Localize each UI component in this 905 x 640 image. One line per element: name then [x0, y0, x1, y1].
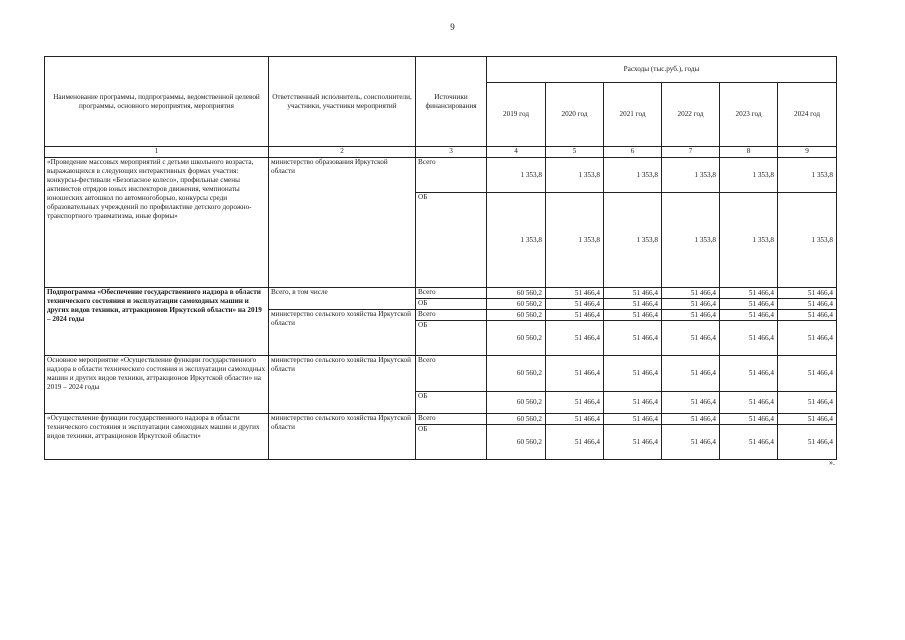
expenses-table	[44, 56, 837, 460]
amount-cell: 60 560,2	[487, 288, 546, 299]
column-number: 6	[604, 147, 662, 158]
amount-cell: 60 560,2	[487, 356, 546, 392]
header-year: 2019 год	[487, 83, 546, 147]
amount-cell: 51 466,4	[662, 425, 720, 460]
amount-cell: 1 353,8	[720, 158, 778, 193]
header-year: 2024 год	[778, 83, 837, 147]
column-number: 8	[720, 147, 778, 158]
amount-cell: 60 560,2	[487, 392, 546, 414]
amount-cell: 1 353,8	[720, 193, 778, 288]
amount-cell: 51 466,4	[662, 392, 720, 414]
source-label: Всего	[416, 288, 487, 299]
header-name: Наименование программы, подпрограммы, ведомственной целевой программы, основного мероприятия, мероприятия	[45, 57, 269, 147]
amount-cell: 51 466,4	[604, 321, 662, 356]
amount-cell: 51 466,4	[604, 310, 662, 321]
amount-cell: 51 466,4	[662, 321, 720, 356]
amount-cell: 51 466,4	[546, 288, 604, 299]
closing-quote-mark: ».	[829, 458, 835, 467]
amount-cell: 51 466,4	[720, 310, 778, 321]
row-executor: Всего, в том числе	[269, 288, 416, 310]
source-label: ОБ	[416, 299, 487, 310]
amount-cell: 51 466,4	[720, 356, 778, 392]
amount-cell: 1 353,8	[662, 158, 720, 193]
column-number: 4	[487, 147, 546, 158]
amount-cell: 60 560,2	[487, 425, 546, 460]
column-number: 9	[778, 147, 837, 158]
source-label: Всего	[416, 414, 487, 425]
amount-cell: 51 466,4	[720, 392, 778, 414]
amount-cell: 51 466,4	[662, 288, 720, 299]
amount-cell: 51 466,4	[778, 356, 837, 392]
amount-cell: 51 466,4	[662, 299, 720, 310]
source-label: ОБ	[416, 193, 487, 288]
amount-cell: 51 466,4	[720, 321, 778, 356]
amount-cell: 60 560,2	[487, 299, 546, 310]
source-label: ОБ	[416, 392, 487, 414]
amount-cell: 51 466,4	[546, 310, 604, 321]
amount-cell: 51 466,4	[604, 425, 662, 460]
source-label: Всего	[416, 356, 487, 392]
amount-cell: 51 466,4	[604, 356, 662, 392]
column-number: 7	[662, 147, 720, 158]
amount-cell: 51 466,4	[546, 414, 604, 425]
amount-cell: 51 466,4	[778, 288, 837, 299]
row-executor: министерство сельского хозяйства Иркутской области	[269, 310, 416, 356]
amount-cell: 51 466,4	[546, 392, 604, 414]
amount-cell: 1 353,8	[604, 193, 662, 288]
amount-cell: 1 353,8	[487, 193, 546, 288]
column-number: 5	[546, 147, 604, 158]
amount-cell: 1 353,8	[604, 158, 662, 193]
amount-cell: 51 466,4	[778, 414, 837, 425]
amount-cell: 1 353,8	[546, 158, 604, 193]
header-year: 2022 год	[662, 83, 720, 147]
row-name: Основное мероприятие «Осуществление функции государственного надзора в области технического состояния и эксплуатации самоходных машин и других видов техники, аттракционов Иркутской области» на 2019 – 2024 годы	[45, 356, 269, 414]
source-label: ОБ	[416, 321, 487, 356]
column-number: 3	[416, 147, 487, 158]
row-name: «Осуществление функции государственного надзора в области технического состояния и эксплуатации самоходных машин и других видов техники, аттракционов Иркутской области»	[45, 414, 269, 460]
amount-cell: 1 353,8	[546, 193, 604, 288]
header-year: 2023 год	[720, 83, 778, 147]
row-executor: министерство сельского хозяйства Иркутской области	[269, 356, 416, 414]
amount-cell: 51 466,4	[720, 299, 778, 310]
amount-cell: 1 353,8	[778, 158, 837, 193]
source-label: Всего	[416, 310, 487, 321]
row-name: Подпрограмма «Обеспечение государственного надзора в области технического состояния и эксплуатации самоходных машин и других видов техники, аттракционов Иркутской области» на 2019 – 2024 годы	[45, 288, 269, 356]
amount-cell: 60 560,2	[487, 414, 546, 425]
amount-cell: 51 466,4	[604, 288, 662, 299]
amount-cell: 60 560,2	[487, 321, 546, 356]
amount-cell: 1 353,8	[662, 193, 720, 288]
amount-cell: 51 466,4	[720, 288, 778, 299]
amount-cell: 51 466,4	[778, 310, 837, 321]
amount-cell: 51 466,4	[546, 356, 604, 392]
source-label: Всего	[416, 158, 487, 193]
amount-cell: 51 466,4	[546, 321, 604, 356]
row-name: «Проведение массовых мероприятий с детьми школьного возраста, выражающихся в следующих интерактивных формах участия: конкурсы-фестивали «Безопасное колесо», профильные смены активистов отрядов юных инспекторов движения, чемпионаты юношеских автошкол по автомногоборью, конкурсы среди образовательных учреждений по профилактике детского дорожно-транспортного травматизма, иные формы»	[45, 158, 269, 288]
amount-cell: 51 466,4	[662, 414, 720, 425]
header-expenses: Расходы (тыс.руб.), годы	[487, 57, 837, 83]
amount-cell: 51 466,4	[720, 425, 778, 460]
row-executor: министерство сельского хозяйства Иркутской области	[269, 414, 416, 460]
header-year: 2020 год	[546, 83, 604, 147]
amount-cell: 51 466,4	[778, 392, 837, 414]
amount-cell: 51 466,4	[604, 299, 662, 310]
amount-cell: 51 466,4	[546, 299, 604, 310]
amount-cell: 51 466,4	[604, 414, 662, 425]
header-source: Источники финансирования	[416, 57, 487, 147]
amount-cell: 1 353,8	[778, 193, 837, 288]
amount-cell: 51 466,4	[604, 392, 662, 414]
row-executor: министерство образования Иркутской области	[269, 158, 416, 288]
amount-cell: 51 466,4	[546, 425, 604, 460]
header-executor: Ответственный исполнитель, соисполнители, участники, участники мероприятий	[269, 57, 416, 147]
source-label: ОБ	[416, 425, 487, 460]
amount-cell: 51 466,4	[778, 321, 837, 356]
amount-cell: 51 466,4	[778, 425, 837, 460]
column-number: 2	[269, 147, 416, 158]
amount-cell: 60 560,2	[487, 310, 546, 321]
column-number: 1	[45, 147, 269, 158]
amount-cell: 51 466,4	[720, 414, 778, 425]
header-year: 2021 год	[604, 83, 662, 147]
amount-cell: 51 466,4	[662, 310, 720, 321]
amount-cell: 51 466,4	[778, 299, 837, 310]
amount-cell: 51 466,4	[662, 356, 720, 392]
amount-cell: 1 353,8	[487, 158, 546, 193]
page-number: 9	[450, 22, 455, 32]
